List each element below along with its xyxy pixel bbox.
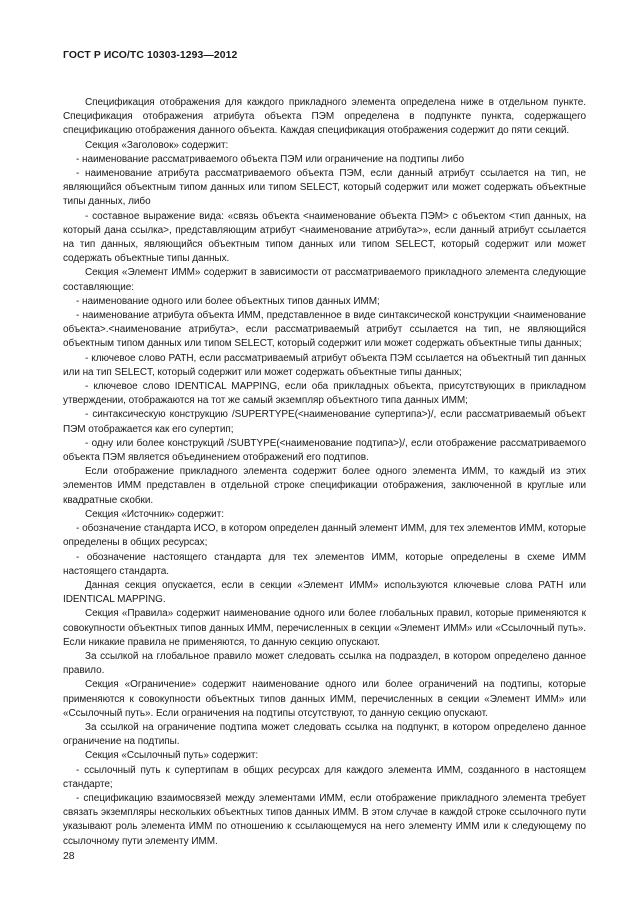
list-item: - наименование атрибута рассматриваемого объекта ПЭМ, если данный атрибут ссылается на тип, не являющийся объектным типом данных или типом SELECT, который содержит или может содержать объектные типы данных, либо	[63, 168, 586, 208]
page-number: 28	[63, 851, 75, 862]
paragraph: За ссылкой на ограничение подтипа может следовать ссылка на подпункт, в котором определено данное ограничение на подтипы.	[63, 721, 586, 748]
list-item: - ключевое слово IDENTICAL MAPPING, если оба прикладных объекта, присутствующих в прикладном утверждении, отображаются на тот же самый экземпляр объектного типа данных ИММ;	[63, 381, 586, 407]
paragraph: Спецификация отображения для каждого прикладного элемента определена ниже в отдельном пункте. Спецификация отображения атрибута объекта ПЭМ определена в подпункте пункта, содержащего спецификацию отображения данного объекта. Каждая спецификация отображения содержит до пяти секций.	[63, 97, 586, 137]
list-item: - одну или более конструкций /SUBTYPE(<наименование подтипа>)/, если отображение рассматриваемого объекта ПЭМ является объединением отображений его подтипов.	[63, 437, 586, 464]
document-body	[63, 96, 586, 849]
list-item: - синтаксическую конструкцию /SUPERTYPE(<наименование супертипа>)/, если рассматриваемый объект ПЭМ отображается как его супертип;	[63, 409, 586, 435]
document-header: ГОСТ Р ИСО/ТС 10303-1293—2012	[63, 50, 238, 61]
list-item: - наименование рассматриваемого объекта ПЭМ или ограничение на подтипы либо	[76, 153, 465, 165]
list-item: - обозначение настоящего стандарта для тех элементов ИММ, которые определены в схеме ИММ настоящего стандарта.	[63, 551, 586, 577]
paragraph: Если отображение прикладного элемента содержит более одного элемента ИММ, то каждый из этих элементов ИММ представлен в отдельной строке спецификации отображения, заключенной в круглые или квадратные скобки.	[63, 466, 586, 506]
paragraph: Секция «Заголовок» содержит:	[85, 139, 229, 151]
paragraph: Секция «Правила» содержит наименование одного или более глобальных правил, которые применяются к совокупности объектных типов данных ИММ, перечисленных в секции «Элемент ИММ» или «Ссылочный путь». Если никакие правила не применяются, то данную секцию опускают.	[63, 608, 586, 648]
paragraph: За ссылкой на глобальное правило может следовать ссылка на подраздел, в котором определено данное правило.	[63, 650, 586, 677]
paragraph: Секция «Элемент ИММ» содержит в зависимости от рассматриваемого прикладного элемента следующие составляющие:	[63, 267, 586, 293]
list-item: - ссылочный путь к супертипам в общих ресурсах для каждого элемента ИММ, созданного в настоящем стандарте;	[63, 764, 586, 790]
list-item: - обозначение стандарта ИСО, в котором определен данный элемент ИММ, для тех элементов ИММ, которые определены в общих ресурсах;	[63, 523, 586, 549]
paragraph: Секция «Ссылочный путь» содержит:	[85, 750, 259, 762]
list-item: - составное выражение вида: «связь объекта <наименование объекта ПЭМ> с объектом <тип данных, на который дана ссылка>, представляющим атрибут <наименование атрибута>», если данный атрибут ссылается на тип данных, являющийся объектным типом данных или типом SELECT, который содержит или может содержать объектные типы данных.	[63, 210, 586, 265]
paragraph: Данная секция опускается, если в секции «Элемент ИММ» используются ключевые слова PATH или IDENTICAL MAPPING.	[63, 579, 586, 606]
list-item: - наименование атрибута объекта ИММ, представленное в виде синтаксической конструкции <наименование объекта>.<наименование атрибута>, если рассматриваемый атрибут ссылается на тип, не являющийся объектным типом данных или типом SELECT, который содержит или может содержать объектные типы данных;	[63, 310, 586, 350]
paragraph: Секция «Источник» содержит:	[85, 508, 224, 520]
paragraph: Секция «Ограничение» содержит наименование одного или более ограничений на подтипы, которые применяются к совокупности объектных типов данных ИММ, перечисленных в секции «Элемент ИММ» или «Ссылочный путь». Если ограничения на подтипы отсутствуют, то данную секцию опускают.	[63, 679, 586, 719]
list-item: - наименование одного или более объектных типов данных ИММ;	[76, 295, 380, 307]
list-item: - спецификацию взаимосвязей между элементами ИММ, если отображение прикладного элемента требует связать экземпляры нескольких объектных типов данных ИММ. В этом случае в каждой строке ссылочного пути указывают роль элемента ИММ по отношению к ссылающемуся на него элементу ИММ или к следующему по ссылочному пути элементу ИММ.	[63, 792, 586, 847]
list-item: - ключевое слово PATH, если рассматриваемый атрибут объекта ПЭМ ссылается на объектный тип данных или на тип SELECT, который содержит или может содержать объектные типы данных;	[63, 352, 586, 378]
